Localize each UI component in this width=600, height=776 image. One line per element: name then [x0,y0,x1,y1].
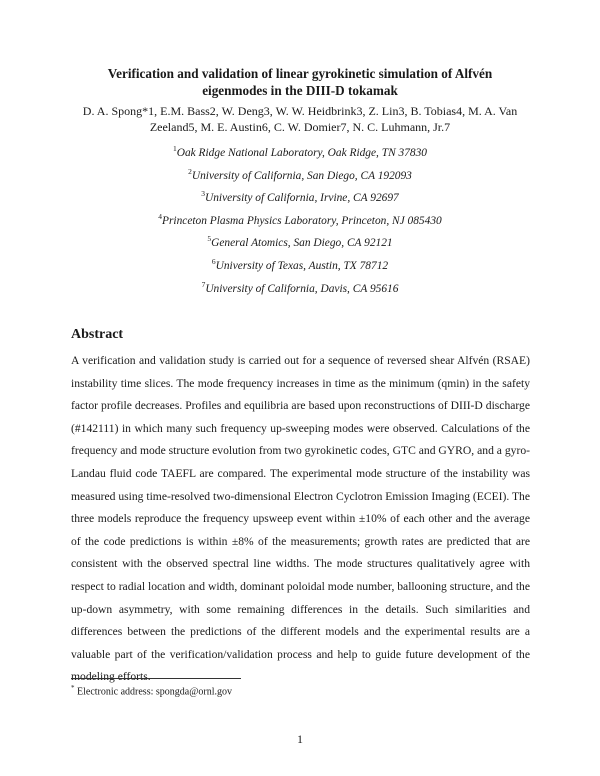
title-line-2: eigenmodes in the DIII-D tokamak [202,82,398,98]
abstract-heading: Abstract [71,327,124,342]
affiliations [70,141,530,299]
authors-line-2: Zeeland5, M. E. Austin6, C. W. Domier7, N. C. Luhmann, Jr.7 [149,120,451,134]
authors-line-1: D. A. Spong*1, E.M. Bass2, W. Deng3, W. W. Heidbrink3, Z. Lin3, B. Tobias4, M. A. Van [82,104,518,118]
footnote-text: Electronic address: spongda@ornl.gov [77,686,233,698]
footnote-divider [71,678,241,679]
affiliation-item: $^3$University of California, Irvine, CA 92697 [201,189,399,204]
footnote [71,684,232,697]
affiliation-item: $^5$General Atomics, San Diego, CA 92121 [207,234,393,250]
affiliation-item: $^1$Oak Ridge National Laboratory, Oak Ridge, TN 37830 [172,144,428,159]
affiliation-item: $^4$Princeton Plasma Physics Laboratory, Princeton, NJ 085430 [158,211,442,227]
footnote-marker: * [71,684,75,692]
affiliation-item: $^6$University of Texas, Austin, TX 78712 [211,256,389,272]
paper-title [70,66,530,99]
abstract-body: A verification and validation study is carried out for a sequence of reversed shear Alfvén (RSAE) instability time slices. The mode frequency increases in time as the minimum (qmin) in the safety factor profile decreases. Profiles and equilibria are based upon reconstructions of DIII-D discharge (#142111) in which many such frequency up-sweeping modes were observed. Calculations of the frequency and mode structure evolution from two gyrokinetic codes, GTC and GYRO, and a gyro-Landau fluid code TAEFL are compared. The experimental mode structure of the instability was measured using time-resolved two-dimensional Electron Cyclotron Emission Imaging (ECEI). The three models reproduce the frequency upsweep event within ±10% of each other and the average of the code predictions is within ±8% of the measurements; growth rates are predicted that are consistent with the observed spectral line widths. The mode structures qualitatively agree with respect to radial location and width, dominant poloidal mode number, ballooning structure, and the up-down asymmetry, with some remaining differences in the details. Such similarities and differences between the predictions of the different models and the experimental results are a valuable part of the verification/validation process and help to guide future development of the modeling efforts. [71,354,530,684]
title-line-1: Verification and validation of linear gyrokinetic simulation of Alfvén [107,66,493,81]
affiliation-item: $^2$University of California, San Diego, CA 192093 [188,166,412,182]
page-number: 1 [297,732,303,746]
affiliation-item: $^7$University of California, Davis, CA 95616 [201,279,399,295]
author-list [70,103,530,135]
